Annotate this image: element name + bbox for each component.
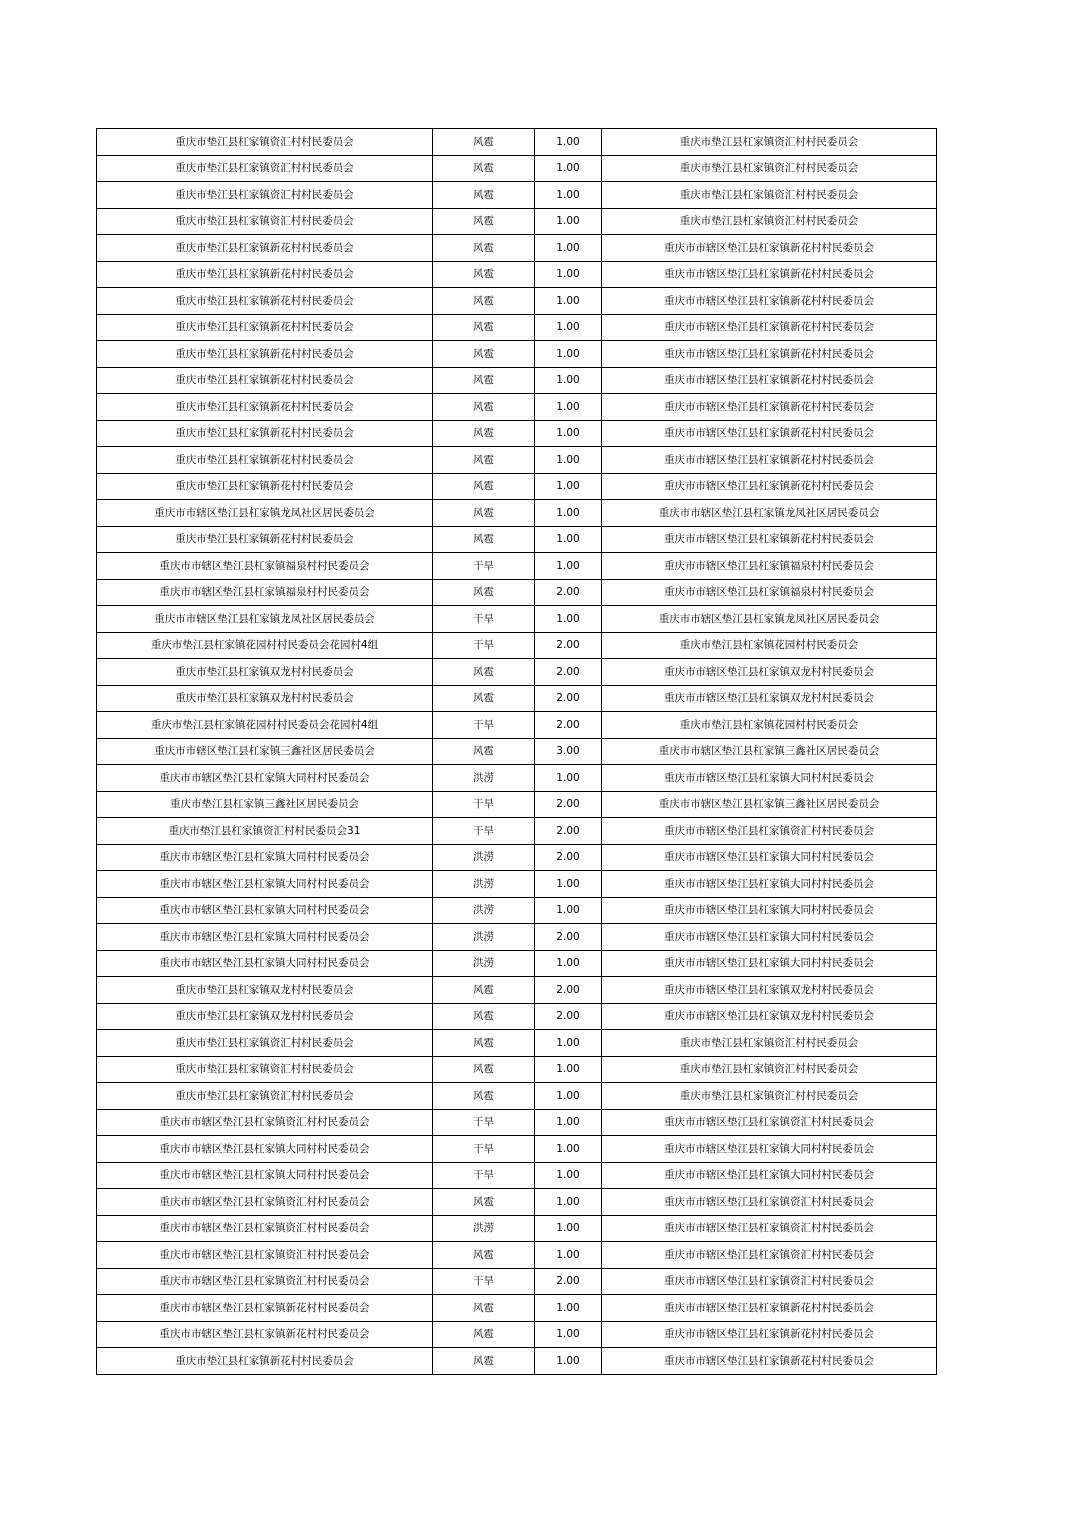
disaster-type-cell: 风雹	[433, 1189, 535, 1216]
table-row	[97, 182, 937, 209]
reporting-unit-cell: 重庆市垫江县杠家镇新花村村民委员会	[97, 314, 433, 341]
table-row	[97, 791, 937, 818]
amount-cell: 2.00	[535, 844, 602, 871]
disaster-type-cell: 洪涝	[433, 897, 535, 924]
beneficiary-unit-cell: 重庆市市辖区垫江县杠家镇龙凤社区居民委员会	[602, 500, 937, 527]
disaster-type-cell: 风雹	[433, 1030, 535, 1057]
table-row	[97, 579, 937, 606]
reporting-unit-cell: 重庆市垫江县杠家镇新花村村民委员会	[97, 420, 433, 447]
reporting-unit-cell: 重庆市市辖区垫江县杠家镇大同村村民委员会	[97, 950, 433, 977]
table-row	[97, 420, 937, 447]
beneficiary-unit-cell: 重庆市市辖区垫江县杠家镇大同村村民委员会	[602, 1136, 937, 1163]
disaster-type-cell: 风雹	[433, 977, 535, 1004]
reporting-unit-cell: 重庆市垫江县杠家镇新花村村民委员会	[97, 447, 433, 474]
amount-cell: 1.00	[535, 235, 602, 262]
beneficiary-unit-cell: 重庆市市辖区垫江县杠家镇三鑫社区居民委员会	[602, 738, 937, 765]
beneficiary-unit-cell: 重庆市市辖区垫江县杠家镇资汇村村民委员会	[602, 818, 937, 845]
table-row	[97, 1215, 937, 1242]
beneficiary-unit-cell: 重庆市市辖区垫江县杠家镇龙凤社区居民委员会	[602, 606, 937, 633]
reporting-unit-cell: 重庆市垫江县杠家镇资汇村村民委员会	[97, 208, 433, 235]
amount-cell: 1.00	[535, 367, 602, 394]
disaster-type-cell: 干旱	[433, 1109, 535, 1136]
disaster-type-cell: 风雹	[433, 1003, 535, 1030]
table-row	[97, 606, 937, 633]
amount-cell: 2.00	[535, 712, 602, 739]
reporting-unit-cell: 重庆市垫江县杠家镇资汇村村民委员会	[97, 1030, 433, 1057]
amount-cell: 1.00	[535, 526, 602, 553]
amount-cell: 2.00	[535, 818, 602, 845]
amount-cell: 1.00	[535, 765, 602, 792]
reporting-unit-cell: 重庆市市辖区垫江县杠家镇三鑫社区居民委员会	[97, 738, 433, 765]
amount-cell: 2.00	[535, 924, 602, 951]
beneficiary-unit-cell: 重庆市市辖区垫江县杠家镇新花村村民委员会	[602, 526, 937, 553]
beneficiary-unit-cell: 重庆市市辖区垫江县杠家镇三鑫社区居民委员会	[602, 791, 937, 818]
table-row	[97, 1242, 937, 1269]
disaster-type-cell: 洪涝	[433, 871, 535, 898]
disaster-type-cell: 干旱	[433, 818, 535, 845]
reporting-unit-cell: 重庆市垫江县杠家镇花园村村民委员会花园村4组	[97, 632, 433, 659]
reporting-unit-cell: 重庆市市辖区垫江县杠家镇大同村村民委员会	[97, 765, 433, 792]
table-row	[97, 261, 937, 288]
beneficiary-unit-cell: 重庆市市辖区垫江县杠家镇新花村村民委员会	[602, 261, 937, 288]
table-row	[97, 1162, 937, 1189]
beneficiary-unit-cell: 重庆市垫江县杠家镇资汇村村民委员会	[602, 208, 937, 235]
disaster-type-cell: 干旱	[433, 606, 535, 633]
disaster-type-cell: 干旱	[433, 553, 535, 580]
table-row	[97, 1030, 937, 1057]
beneficiary-unit-cell: 重庆市市辖区垫江县杠家镇新花村村民委员会	[602, 367, 937, 394]
table-row	[97, 685, 937, 712]
beneficiary-unit-cell: 重庆市市辖区垫江县杠家镇新花村村民委员会	[602, 447, 937, 474]
table-row	[97, 818, 937, 845]
reporting-unit-cell: 重庆市市辖区垫江县杠家镇新花村村民委员会	[97, 1321, 433, 1348]
amount-cell: 2.00	[535, 685, 602, 712]
table-row	[97, 447, 937, 474]
table-row	[97, 129, 937, 156]
table-body	[97, 129, 937, 1375]
beneficiary-unit-cell: 重庆市垫江县杠家镇花园村村民委员会	[602, 632, 937, 659]
reporting-unit-cell: 重庆市垫江县杠家镇资汇村村民委员会	[97, 182, 433, 209]
table-row	[97, 765, 937, 792]
table-row	[97, 341, 937, 368]
disaster-type-cell: 洪涝	[433, 950, 535, 977]
reporting-unit-cell: 重庆市垫江县杠家镇双龙村村民委员会	[97, 977, 433, 1004]
disaster-type-cell: 风雹	[433, 208, 535, 235]
reporting-unit-cell: 重庆市垫江县杠家镇新花村村民委员会	[97, 473, 433, 500]
beneficiary-unit-cell: 重庆市垫江县杠家镇资汇村村民委员会	[602, 182, 937, 209]
beneficiary-unit-cell: 重庆市市辖区垫江县杠家镇双龙村村民委员会	[602, 685, 937, 712]
reporting-unit-cell: 重庆市市辖区垫江县杠家镇资汇村村民委员会	[97, 1189, 433, 1216]
disaster-type-cell: 风雹	[433, 526, 535, 553]
reporting-unit-cell: 重庆市垫江县杠家镇新花村村民委员会	[97, 288, 433, 315]
beneficiary-unit-cell: 重庆市市辖区垫江县杠家镇双龙村村民委员会	[602, 659, 937, 686]
amount-cell: 1.00	[535, 1030, 602, 1057]
beneficiary-unit-cell: 重庆市市辖区垫江县杠家镇大同村村民委员会	[602, 871, 937, 898]
amount-cell: 2.00	[535, 791, 602, 818]
beneficiary-unit-cell: 重庆市市辖区垫江县杠家镇大同村村民委员会	[602, 950, 937, 977]
amount-cell: 1.00	[535, 950, 602, 977]
beneficiary-unit-cell: 重庆市市辖区垫江县杠家镇新花村村民委员会	[602, 394, 937, 421]
beneficiary-unit-cell: 重庆市市辖区垫江县杠家镇新花村村民委员会	[602, 314, 937, 341]
reporting-unit-cell: 重庆市垫江县杠家镇资汇村村民委员会31	[97, 818, 433, 845]
beneficiary-unit-cell: 重庆市市辖区垫江县杠家镇大同村村民委员会	[602, 1162, 937, 1189]
reporting-unit-cell: 重庆市市辖区垫江县杠家镇大同村村民委员会	[97, 1162, 433, 1189]
table-row	[97, 288, 937, 315]
amount-cell: 1.00	[535, 182, 602, 209]
reporting-unit-cell: 重庆市垫江县杠家镇三鑫社区居民委员会	[97, 791, 433, 818]
beneficiary-unit-cell: 重庆市垫江县杠家镇资汇村村民委员会	[602, 1083, 937, 1110]
beneficiary-unit-cell: 重庆市市辖区垫江县杠家镇福泉村村民委员会	[602, 579, 937, 606]
disaster-type-cell: 风雹	[433, 1295, 535, 1322]
amount-cell: 2.00	[535, 659, 602, 686]
table-row	[97, 500, 937, 527]
table-row	[97, 1321, 937, 1348]
beneficiary-unit-cell: 重庆市垫江县杠家镇资汇村村民委员会	[602, 155, 937, 182]
beneficiary-unit-cell: 重庆市市辖区垫江县杠家镇资汇村村民委员会	[602, 1215, 937, 1242]
amount-cell: 1.00	[535, 1215, 602, 1242]
beneficiary-unit-cell: 重庆市市辖区垫江县杠家镇资汇村村民委员会	[602, 1189, 937, 1216]
table-row	[97, 473, 937, 500]
beneficiary-unit-cell: 重庆市垫江县杠家镇资汇村村民委员会	[602, 129, 937, 156]
table-row	[97, 632, 937, 659]
reporting-unit-cell: 重庆市垫江县杠家镇资汇村村民委员会	[97, 155, 433, 182]
beneficiary-unit-cell: 重庆市市辖区垫江县杠家镇双龙村村民委员会	[602, 1003, 937, 1030]
beneficiary-unit-cell: 重庆市市辖区垫江县杠家镇新花村村民委员会	[602, 1321, 937, 1348]
disaster-type-cell: 洪涝	[433, 924, 535, 951]
table-row	[97, 1083, 937, 1110]
beneficiary-unit-cell: 重庆市市辖区垫江县杠家镇新花村村民委员会	[602, 341, 937, 368]
reporting-unit-cell: 重庆市市辖区垫江县杠家镇大同村村民委员会	[97, 1136, 433, 1163]
table-row	[97, 1109, 937, 1136]
disaster-type-cell: 风雹	[433, 500, 535, 527]
amount-cell: 2.00	[535, 1268, 602, 1295]
table-row	[97, 844, 937, 871]
reporting-unit-cell: 重庆市市辖区垫江县杠家镇新花村村民委员会	[97, 1295, 433, 1322]
amount-cell: 1.00	[535, 1136, 602, 1163]
amount-cell: 1.00	[535, 500, 602, 527]
reporting-unit-cell: 重庆市市辖区垫江县杠家镇资汇村村民委员会	[97, 1215, 433, 1242]
beneficiary-unit-cell: 重庆市市辖区垫江县杠家镇大同村村民委员会	[602, 924, 937, 951]
beneficiary-unit-cell: 重庆市市辖区垫江县杠家镇新花村村民委员会	[602, 288, 937, 315]
amount-cell: 1.00	[535, 1348, 602, 1375]
table-row	[97, 1295, 937, 1322]
amount-cell: 1.00	[535, 1295, 602, 1322]
disaster-type-cell: 风雹	[433, 473, 535, 500]
disaster-type-cell: 风雹	[433, 129, 535, 156]
disaster-type-cell: 风雹	[433, 738, 535, 765]
table-row	[97, 235, 937, 262]
amount-cell: 1.00	[535, 473, 602, 500]
disaster-type-cell: 干旱	[433, 1162, 535, 1189]
reporting-unit-cell: 重庆市垫江县杠家镇双龙村村民委员会	[97, 685, 433, 712]
table-row	[97, 367, 937, 394]
amount-cell: 2.00	[535, 1003, 602, 1030]
reporting-unit-cell: 重庆市垫江县杠家镇双龙村村民委员会	[97, 1003, 433, 1030]
table-row	[97, 738, 937, 765]
beneficiary-unit-cell: 重庆市垫江县杠家镇资汇村村民委员会	[602, 1030, 937, 1057]
beneficiary-unit-cell: 重庆市市辖区垫江县杠家镇资汇村村民委员会	[602, 1268, 937, 1295]
beneficiary-unit-cell: 重庆市市辖区垫江县杠家镇大同村村民委员会	[602, 844, 937, 871]
table-row	[97, 1056, 937, 1083]
beneficiary-unit-cell: 重庆市市辖区垫江县杠家镇福泉村村民委员会	[602, 553, 937, 580]
reporting-unit-cell: 重庆市市辖区垫江县杠家镇大同村村民委员会	[97, 924, 433, 951]
disaster-type-cell: 干旱	[433, 1268, 535, 1295]
table-row	[97, 1348, 937, 1375]
disaster-type-cell: 洪涝	[433, 844, 535, 871]
disaster-type-cell: 风雹	[433, 447, 535, 474]
disaster-type-cell: 风雹	[433, 579, 535, 606]
reporting-unit-cell: 重庆市市辖区垫江县杠家镇龙凤社区居民委员会	[97, 500, 433, 527]
amount-cell: 2.00	[535, 977, 602, 1004]
amount-cell: 1.00	[535, 1083, 602, 1110]
reporting-unit-cell: 重庆市市辖区垫江县杠家镇资汇村村民委员会	[97, 1242, 433, 1269]
disaster-type-cell: 风雹	[433, 1083, 535, 1110]
amount-cell: 1.00	[535, 155, 602, 182]
disaster-type-cell: 风雹	[433, 314, 535, 341]
beneficiary-unit-cell: 重庆市市辖区垫江县杠家镇新花村村民委员会	[602, 235, 937, 262]
table-row	[97, 1268, 937, 1295]
table-row	[97, 1136, 937, 1163]
amount-cell: 1.00	[535, 871, 602, 898]
table-row	[97, 659, 937, 686]
reporting-unit-cell: 重庆市垫江县杠家镇花园村村民委员会花园村4组	[97, 712, 433, 739]
disaster-type-cell: 洪涝	[433, 1215, 535, 1242]
reporting-unit-cell: 重庆市垫江县杠家镇资汇村村民委员会	[97, 1083, 433, 1110]
disaster-type-cell: 风雹	[433, 341, 535, 368]
reporting-unit-cell: 重庆市市辖区垫江县杠家镇大同村村民委员会	[97, 897, 433, 924]
reporting-unit-cell: 重庆市垫江县杠家镇资汇村村民委员会	[97, 1056, 433, 1083]
amount-cell: 1.00	[535, 553, 602, 580]
table-row	[97, 897, 937, 924]
amount-cell: 1.00	[535, 208, 602, 235]
amount-cell: 1.00	[535, 288, 602, 315]
reporting-unit-cell: 重庆市垫江县杠家镇新花村村民委员会	[97, 367, 433, 394]
reporting-unit-cell: 重庆市垫江县杠家镇新花村村民委员会	[97, 526, 433, 553]
disaster-type-cell: 风雹	[433, 182, 535, 209]
amount-cell: 1.00	[535, 606, 602, 633]
table-row	[97, 1003, 937, 1030]
reporting-unit-cell: 重庆市市辖区垫江县杠家镇资汇村村民委员会	[97, 1109, 433, 1136]
amount-cell: 1.00	[535, 1321, 602, 1348]
table-row	[97, 526, 937, 553]
reporting-unit-cell: 重庆市市辖区垫江县杠家镇龙凤社区居民委员会	[97, 606, 433, 633]
beneficiary-unit-cell: 重庆市市辖区垫江县杠家镇新花村村民委员会	[602, 1295, 937, 1322]
reporting-unit-cell: 重庆市市辖区垫江县杠家镇大同村村民委员会	[97, 844, 433, 871]
disaster-type-cell: 风雹	[433, 261, 535, 288]
beneficiary-unit-cell: 重庆市垫江县杠家镇资汇村村民委员会	[602, 1056, 937, 1083]
disaster-type-cell: 风雹	[433, 1056, 535, 1083]
table-row	[97, 871, 937, 898]
amount-cell: 1.00	[535, 394, 602, 421]
amount-cell: 1.00	[535, 1056, 602, 1083]
disaster-type-cell: 干旱	[433, 632, 535, 659]
reporting-unit-cell: 重庆市市辖区垫江县杠家镇资汇村村民委员会	[97, 1268, 433, 1295]
disaster-type-cell: 风雹	[433, 155, 535, 182]
reporting-unit-cell: 重庆市垫江县杠家镇新花村村民委员会	[97, 341, 433, 368]
amount-cell: 1.00	[535, 420, 602, 447]
data-table	[96, 128, 937, 1375]
disaster-type-cell: 干旱	[433, 791, 535, 818]
disaster-type-cell: 干旱	[433, 1136, 535, 1163]
reporting-unit-cell: 重庆市市辖区垫江县杠家镇福泉村村民委员会	[97, 579, 433, 606]
reporting-unit-cell: 重庆市垫江县杠家镇双龙村村民委员会	[97, 659, 433, 686]
beneficiary-unit-cell: 重庆市市辖区垫江县杠家镇新花村村民委员会	[602, 1348, 937, 1375]
table-row	[97, 950, 937, 977]
amount-cell: 1.00	[535, 314, 602, 341]
beneficiary-unit-cell: 重庆市市辖区垫江县杠家镇大同村村民委员会	[602, 765, 937, 792]
table-row	[97, 155, 937, 182]
table-row	[97, 208, 937, 235]
reporting-unit-cell: 重庆市垫江县杠家镇资汇村村民委员会	[97, 129, 433, 156]
reporting-unit-cell: 重庆市垫江县杠家镇新花村村民委员会	[97, 261, 433, 288]
disaster-type-cell: 风雹	[433, 1348, 535, 1375]
table-row	[97, 924, 937, 951]
disaster-type-cell: 风雹	[433, 394, 535, 421]
table-row	[97, 1189, 937, 1216]
disaster-type-cell: 风雹	[433, 659, 535, 686]
disaster-type-cell: 洪涝	[433, 765, 535, 792]
table-row	[97, 712, 937, 739]
reporting-unit-cell: 重庆市垫江县杠家镇新花村村民委员会	[97, 1348, 433, 1375]
amount-cell: 3.00	[535, 738, 602, 765]
reporting-unit-cell: 重庆市市辖区垫江县杠家镇福泉村村民委员会	[97, 553, 433, 580]
amount-cell: 1.00	[535, 261, 602, 288]
amount-cell: 1.00	[535, 1109, 602, 1136]
disaster-type-cell: 风雹	[433, 685, 535, 712]
disaster-type-cell: 干旱	[433, 712, 535, 739]
beneficiary-unit-cell: 重庆市市辖区垫江县杠家镇双龙村村民委员会	[602, 977, 937, 1004]
amount-cell: 1.00	[535, 1189, 602, 1216]
table-row	[97, 314, 937, 341]
beneficiary-unit-cell: 重庆市市辖区垫江县杠家镇资汇村村民委员会	[602, 1109, 937, 1136]
beneficiary-unit-cell: 重庆市市辖区垫江县杠家镇新花村村民委员会	[602, 473, 937, 500]
disaster-type-cell: 风雹	[433, 420, 535, 447]
disaster-type-cell: 风雹	[433, 288, 535, 315]
amount-cell: 1.00	[535, 897, 602, 924]
amount-cell: 1.00	[535, 341, 602, 368]
reporting-unit-cell: 重庆市垫江县杠家镇新花村村民委员会	[97, 394, 433, 421]
beneficiary-unit-cell: 重庆市垫江县杠家镇花园村村民委员会	[602, 712, 937, 739]
reporting-unit-cell: 重庆市垫江县杠家镇新花村村民委员会	[97, 235, 433, 262]
amount-cell: 1.00	[535, 129, 602, 156]
amount-cell: 1.00	[535, 447, 602, 474]
disaster-type-cell: 风雹	[433, 367, 535, 394]
amount-cell: 2.00	[535, 632, 602, 659]
amount-cell: 2.00	[535, 579, 602, 606]
amount-cell: 1.00	[535, 1242, 602, 1269]
disaster-type-cell: 风雹	[433, 1242, 535, 1269]
table-row	[97, 977, 937, 1004]
table-row	[97, 394, 937, 421]
beneficiary-unit-cell: 重庆市市辖区垫江县杠家镇资汇村村民委员会	[602, 1242, 937, 1269]
reporting-unit-cell: 重庆市市辖区垫江县杠家镇大同村村民委员会	[97, 871, 433, 898]
table-row	[97, 553, 937, 580]
beneficiary-unit-cell: 重庆市市辖区垫江县杠家镇新花村村民委员会	[602, 420, 937, 447]
amount-cell: 1.00	[535, 1162, 602, 1189]
beneficiary-unit-cell: 重庆市市辖区垫江县杠家镇大同村村民委员会	[602, 897, 937, 924]
disaster-type-cell: 风雹	[433, 235, 535, 262]
disaster-type-cell: 风雹	[433, 1321, 535, 1348]
